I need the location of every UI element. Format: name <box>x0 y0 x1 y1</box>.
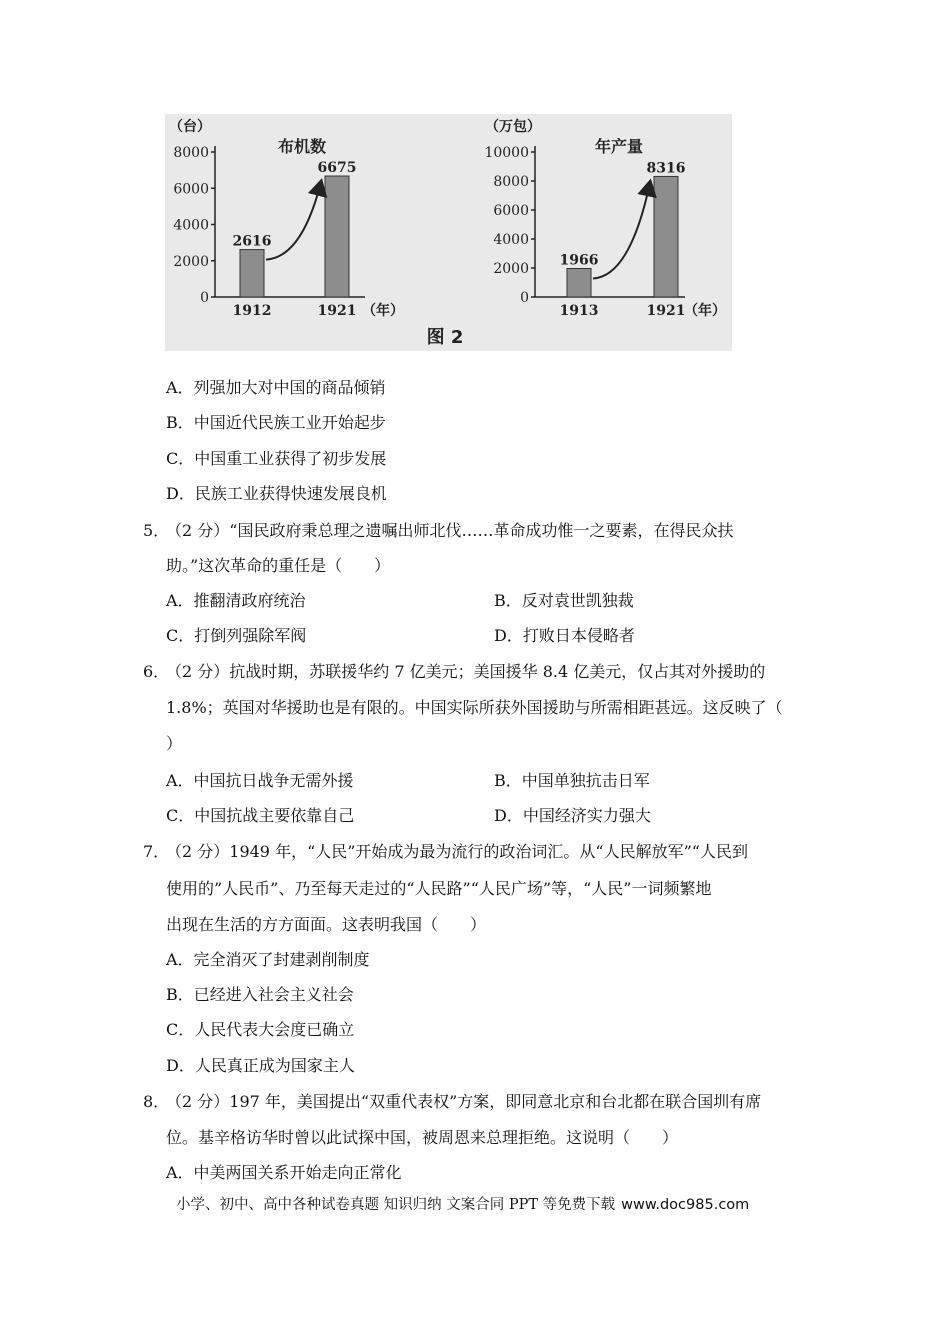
q7-option-a: A．完全消灭了封建剥削制度 <box>166 950 370 969</box>
q6-stem-line-1: （2 分）抗战时期，苏联援华约 7 亿美元；美国援华 8.4 亿美元，仅占其对外援助的 <box>166 662 766 681</box>
bar-1921 <box>654 176 678 297</box>
q6-option-b: B．中国单独抗击日军 <box>494 771 650 790</box>
y-tick-label: 6000 <box>173 181 209 198</box>
q8-stem-line-2: 位。基辛格访华时曾以此试探中国，被周恩来总理拒绝。这说明（ ） <box>166 1128 679 1147</box>
y-tick-label: 0 <box>520 290 529 306</box>
q4-option-d: D．民族工业获得快速发展良机 <box>166 484 387 503</box>
q5-option-b: B．反对袁世凯独裁 <box>494 591 634 610</box>
y-tick-label: 2000 <box>493 261 529 277</box>
q5-stem-line-1: （2 分）“国民政府秉总理之遗嘱出师北伐……革命成功惟一之要素，在得民众扶 <box>166 521 734 540</box>
growth-arrow <box>266 182 321 260</box>
q8-option-a: A．中美两国关系开始走向正常化 <box>166 1163 402 1182</box>
q7-stem-line-1: （2 分）1949 年，“人民”开始成为最为流行的政治词汇。从“人民解放军”“人民到 <box>166 842 748 861</box>
bar-charts-figure <box>165 114 732 351</box>
chart-title: 年产量 <box>595 137 644 156</box>
chart-loom-count <box>169 118 404 319</box>
y-tick-label: 10000 <box>484 145 529 161</box>
q7-option-b: B．已经进入社会主义社会 <box>166 985 354 1004</box>
bar-1912 <box>240 250 264 297</box>
x-tick-label: 1912 <box>232 303 272 319</box>
q5-option-c: C．打倒列强除军阀 <box>166 626 307 645</box>
q7-number: 7． <box>143 842 170 861</box>
y-tick-label: 0 <box>200 290 209 306</box>
q4-option-c: C．中国重工业获得了初步发展 <box>166 449 387 468</box>
q6-option-a: A．中国抗日战争无需外援 <box>166 771 354 790</box>
q7-option-c: C．人民代表大会度已确立 <box>166 1020 355 1039</box>
y-unit-label: （台） <box>169 119 211 135</box>
x-unit-label: （年） <box>684 303 726 319</box>
data-label: 8316 <box>646 160 686 177</box>
q6-option-d: D．中国经济实力强大 <box>494 806 651 825</box>
chart-title: 布机数 <box>278 137 327 156</box>
x-unit-label: （年） <box>362 303 404 319</box>
y-tick-label: 6000 <box>493 203 529 219</box>
page-footer <box>176 1193 749 1214</box>
chart-annual-output <box>484 118 726 319</box>
q5-option-a: A．推翻清政府统治 <box>166 591 306 610</box>
q6-stem-line-2: 1.8%；英国对华援助也是有限的。中国实际所获外国援助与所需相距甚远。这反映了（ <box>166 698 783 717</box>
q5-option-d: D．打败日本侵略者 <box>494 626 635 645</box>
data-label: 6675 <box>317 160 357 177</box>
q4-option-b: B．中国近代民族工业开始起步 <box>166 413 386 432</box>
figure-2 <box>165 114 732 351</box>
q5-stem-line-2: 助。”这次革命的重任是（ ） <box>166 556 391 575</box>
y-tick-label: 4000 <box>173 217 209 234</box>
y-tick-label: 8000 <box>493 174 529 190</box>
data-label: 1966 <box>559 252 599 269</box>
y-tick-label: 4000 <box>493 232 529 248</box>
q6-stem-line-3: ） <box>166 734 183 753</box>
footer-url-link[interactable]: www.doc985.com <box>621 1197 750 1213</box>
figure-caption: 图 2 <box>426 327 464 348</box>
q8-stem-line-1: （2 分）197 年，美国提出“双重代表权”方案，即同意北京和台北都在联合国圳有席 <box>166 1092 762 1111</box>
q4-option-a: A．列强加大对中国的商品倾销 <box>166 378 386 397</box>
x-tick-label: 1921 <box>646 303 686 319</box>
x-tick-label: 1913 <box>559 303 599 319</box>
q7-option-d: D．人民真正成为国家主人 <box>166 1056 355 1075</box>
growth-arrow <box>593 182 650 278</box>
data-label: 2616 <box>232 233 272 250</box>
y-tick-label: 8000 <box>173 145 209 161</box>
q6-number: 6． <box>143 662 170 681</box>
q7-stem-line-2: 使用的”人民币”、乃至每天走过的“人民路”“人民广场”等，“人民”一词频繁地 <box>166 879 712 898</box>
x-tick-label: 1921 <box>317 303 357 319</box>
y-tick-label: 2000 <box>173 253 209 270</box>
y-unit-label: （万包） <box>485 119 541 135</box>
q5-number: 5． <box>143 521 170 540</box>
q6-option-c: C．中国抗战主要依靠自己 <box>166 806 355 825</box>
q8-number: 8． <box>143 1092 170 1111</box>
bar-1913 <box>567 268 591 297</box>
footer-text: 小学、初中、高中各种试卷真题 知识归纳 文案合同 PPT 等免费下载 <box>176 1197 616 1213</box>
bar-1921 <box>325 176 349 297</box>
q7-stem-line-3: 出现在生活的方方面面。这表明我国（ ） <box>166 915 487 934</box>
